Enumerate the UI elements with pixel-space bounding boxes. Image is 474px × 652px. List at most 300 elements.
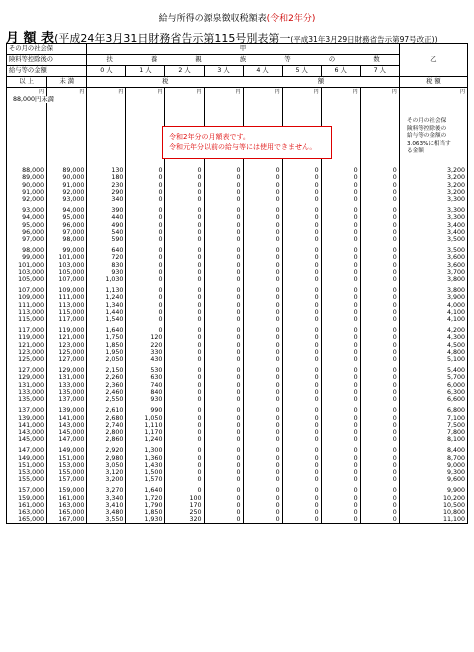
table-cell: 0 (165, 415, 204, 422)
table-cell: 0 (243, 367, 282, 374)
table-cell: 0 (282, 476, 321, 483)
table-cell: 0 (321, 262, 360, 269)
table-cell: 0 (165, 349, 204, 356)
table-row (7, 396, 468, 403)
table-cell: 95,000 (47, 214, 87, 221)
table-cell: 7,500 (399, 422, 467, 429)
table-cell: 9,300 (399, 469, 467, 476)
table-cell: 220 (126, 342, 165, 349)
table-cell: 0 (321, 167, 360, 174)
table-row (7, 262, 468, 269)
table-cell: 2,980 (87, 455, 126, 462)
table-cell: 0 (360, 302, 399, 309)
table-row (7, 382, 468, 389)
table-cell: 96,000 (47, 222, 87, 229)
table-cell: 0 (360, 509, 399, 516)
table-cell: 2,260 (87, 374, 126, 381)
table-cell: 0 (360, 182, 399, 189)
table-cell: 840 (126, 389, 165, 396)
table-cell: 3,800 (399, 287, 467, 294)
table-cell: 0 (282, 374, 321, 381)
table-cell: 1,430 (126, 462, 165, 469)
table-cell: 0 (360, 389, 399, 396)
table-cell: 93,000 (47, 196, 87, 203)
table-cell: 0 (243, 327, 282, 334)
table-cell: 0 (243, 302, 282, 309)
table-cell: 0 (282, 182, 321, 189)
table-cell: 0 (126, 262, 165, 269)
table-cell: 0 (321, 396, 360, 403)
table-cell: 0 (204, 316, 243, 323)
cell (87, 96, 126, 103)
table-cell: 4,000 (399, 302, 467, 309)
table-cell: 0 (204, 462, 243, 469)
table-cell: 0 (360, 367, 399, 374)
table-cell: 0 (165, 422, 204, 429)
header-miman: 未 満 (47, 77, 87, 88)
table-cell: 0 (243, 429, 282, 436)
table-cell: 930 (87, 269, 126, 276)
table-cell: 125,000 (7, 356, 47, 363)
table-cell: 0 (165, 236, 204, 243)
table-cell: 141,000 (47, 415, 87, 422)
table-cell: 0 (126, 327, 165, 334)
table-cell: 7,800 (399, 429, 467, 436)
table-cell: 0 (321, 334, 360, 341)
table-cell: 0 (360, 502, 399, 509)
table-cell: 0 (321, 287, 360, 294)
table-cell: 0 (126, 276, 165, 283)
table-cell: 0 (282, 334, 321, 341)
table-cell: 0 (321, 302, 360, 309)
table-cell: 0 (243, 174, 282, 181)
table-cell: 92,000 (7, 196, 47, 203)
table-cell: 0 (360, 334, 399, 341)
table-cell: 0 (165, 294, 204, 301)
table-cell: 1,750 (87, 334, 126, 341)
table-cell: 123,000 (7, 349, 47, 356)
dep-label-char: 数 (373, 56, 380, 63)
table-row (7, 207, 468, 214)
otsu-note: その月の社会保 険料等控除後の 給与等の金額の 3.063%に相当す る金額 (407, 118, 451, 155)
table-cell: 1,720 (126, 495, 165, 502)
table-cell: 1,050 (126, 415, 165, 422)
table-row (7, 487, 468, 494)
table-cell: 3,550 (87, 516, 126, 524)
table-cell: 740 (126, 382, 165, 389)
table-cell: 97,000 (7, 236, 47, 243)
table-cell: 0 (321, 214, 360, 221)
table-cell: 0 (243, 487, 282, 494)
table-cell: 0 (282, 367, 321, 374)
table-cell: 8,700 (399, 455, 467, 462)
first-row-suffix: 円未満 (35, 96, 54, 103)
table-cell: 0 (360, 207, 399, 214)
table-cell: 0 (282, 516, 321, 524)
table-cell: 0 (243, 214, 282, 221)
cell (360, 103, 399, 167)
table-cell: 0 (321, 294, 360, 301)
count-7: 7 人 (360, 66, 399, 77)
table-cell: 0 (126, 269, 165, 276)
table-cell: 95,000 (7, 222, 47, 229)
table-cell: 133,000 (47, 382, 87, 389)
table-row (7, 429, 468, 436)
table-cell: 0 (282, 189, 321, 196)
table-cell: 3,300 (399, 214, 467, 221)
table-cell: 0 (321, 469, 360, 476)
table-cell: 0 (282, 222, 321, 229)
table-cell: 0 (360, 214, 399, 221)
document-title (0, 11, 474, 24)
table-cell: 0 (360, 189, 399, 196)
table-cell: 0 (204, 287, 243, 294)
table-cell: 290 (87, 189, 126, 196)
table-cell: 4,500 (399, 342, 467, 349)
table-cell: 143,000 (7, 429, 47, 436)
notice-line-1: 令和2年分の月額表です。 (169, 133, 250, 141)
table-cell: 111,000 (47, 294, 87, 301)
table-cell: 6,000 (399, 382, 467, 389)
table-cell: 0 (243, 287, 282, 294)
table-cell: 0 (165, 447, 204, 454)
table-cell: 0 (243, 167, 282, 174)
table-cell: 3,200 (399, 174, 467, 181)
table-cell: 0 (360, 287, 399, 294)
table-row (7, 229, 468, 236)
table-cell: 0 (282, 254, 321, 261)
table-cell: 590 (87, 236, 126, 243)
table-cell: 9,900 (399, 487, 467, 494)
table-cell: 0 (243, 269, 282, 276)
table-cell: 117,000 (7, 327, 47, 334)
unit-yen: 円 (87, 88, 126, 97)
table-cell: 0 (282, 396, 321, 403)
table-cell: 105,000 (47, 269, 87, 276)
count-6: 6 人 (321, 66, 360, 77)
table-cell: 490 (87, 222, 126, 229)
table-cell: 0 (243, 356, 282, 363)
table-cell: 0 (360, 516, 399, 524)
table-cell: 0 (165, 367, 204, 374)
table-cell: 3,500 (399, 247, 467, 254)
table-cell: 89,000 (7, 174, 47, 181)
table-cell: 98,000 (7, 247, 47, 254)
table-cell: 0 (204, 207, 243, 214)
table-cell: 0 (243, 316, 282, 323)
table-cell: 0 (360, 254, 399, 261)
table-cell: 167,000 (47, 516, 87, 524)
table-cell: 98,000 (47, 236, 87, 243)
table-cell: 0 (243, 495, 282, 502)
table-cell: 0 (126, 247, 165, 254)
table-cell: 0 (243, 476, 282, 483)
table-cell: 0 (360, 294, 399, 301)
table-cell: 109,000 (7, 294, 47, 301)
dep-label-char: 等 (284, 56, 291, 63)
table-row (7, 214, 468, 221)
table-cell: 0 (165, 167, 204, 174)
table-cell: 2,680 (87, 415, 126, 422)
table-cell: 0 (204, 236, 243, 243)
table-cell: 0 (282, 327, 321, 334)
table-cell: 90,000 (7, 182, 47, 189)
table-cell: 0 (243, 254, 282, 261)
table-cell: 1,930 (126, 516, 165, 524)
table-cell: 8,100 (399, 436, 467, 443)
table-cell: 0 (243, 309, 282, 316)
table-cell: 4,100 (399, 316, 467, 323)
table-cell: 170 (165, 502, 204, 509)
table-cell: 107,000 (47, 276, 87, 283)
table-cell: 0 (360, 396, 399, 403)
table-cell: 2,610 (87, 407, 126, 414)
table-cell: 0 (204, 222, 243, 229)
table-cell: 139,000 (47, 407, 87, 414)
header-gaku: 額 (317, 78, 325, 85)
table-cell: 0 (321, 207, 360, 214)
table-cell: 129,000 (7, 374, 47, 381)
table-cell: 0 (204, 367, 243, 374)
table-cell: 0 (204, 269, 243, 276)
table-cell: 0 (165, 189, 204, 196)
table-cell: 1,030 (87, 276, 126, 283)
table-row (7, 302, 468, 309)
table-cell: 0 (243, 349, 282, 356)
table-cell: 103,000 (7, 269, 47, 276)
table-cell: 0 (243, 469, 282, 476)
table-cell: 0 (204, 327, 243, 334)
table-cell: 0 (282, 269, 321, 276)
table-cell: 0 (321, 327, 360, 334)
table-cell: 0 (204, 174, 243, 181)
table-cell: 2,550 (87, 396, 126, 403)
table-row (7, 269, 468, 276)
table-cell: 0 (126, 236, 165, 243)
table-cell: 3,600 (399, 254, 467, 261)
table-cell: 0 (282, 389, 321, 396)
count-0: 0 人 (87, 66, 126, 77)
table-cell: 640 (87, 247, 126, 254)
table-cell: 0 (360, 462, 399, 469)
header-zei: 税 (162, 78, 169, 85)
table-cell: 0 (282, 422, 321, 429)
table-cell: 0 (165, 196, 204, 203)
table-cell: 0 (360, 487, 399, 494)
table-row (7, 167, 468, 174)
first-row-range (7, 96, 87, 103)
table-cell: 0 (204, 487, 243, 494)
table-cell: 3,050 (87, 462, 126, 469)
table-cell: 0 (282, 302, 321, 309)
title-text: 給与所得の源泉徴収税額表 (158, 14, 267, 24)
count-5: 5 人 (282, 66, 321, 77)
table-cell: 0 (243, 396, 282, 403)
table-cell: 3,270 (87, 487, 126, 494)
table-cell: 0 (282, 462, 321, 469)
table-cell: 101,000 (7, 262, 47, 269)
table-cell: 0 (126, 167, 165, 174)
table-cell: 0 (282, 349, 321, 356)
count-3: 3 人 (204, 66, 243, 77)
table-cell: 0 (204, 455, 243, 462)
table-cell: 0 (282, 262, 321, 269)
table-cell: 6,800 (399, 407, 467, 414)
table-cell: 0 (204, 294, 243, 301)
count-2: 2 人 (165, 66, 204, 77)
table-row (7, 287, 468, 294)
table-cell: 0 (204, 247, 243, 254)
table-cell: 129,000 (47, 367, 87, 374)
table-cell: 2,150 (87, 367, 126, 374)
table-cell: 2,050 (87, 356, 126, 363)
header-amount-line3: 給与等の金額 (7, 66, 87, 77)
table-cell: 1,950 (87, 349, 126, 356)
table-cell: 0 (321, 349, 360, 356)
table-cell: 165,000 (47, 509, 87, 516)
table-cell: 0 (126, 214, 165, 221)
table-cell: 1,440 (87, 309, 126, 316)
table-cell: 0 (282, 407, 321, 414)
table-cell: 0 (321, 509, 360, 516)
table-cell: 0 (243, 374, 282, 381)
table-cell: 103,000 (47, 262, 87, 269)
table-cell: 153,000 (47, 462, 87, 469)
table-cell: 161,000 (7, 502, 47, 509)
table-row (7, 342, 468, 349)
table-cell: 0 (165, 276, 204, 283)
subtitle-amendment: (平成31年3月29日財務省告示第97号改正)) (290, 35, 438, 44)
table-cell: 440 (87, 214, 126, 221)
table-cell: 0 (321, 189, 360, 196)
table-cell: 1,240 (87, 294, 126, 301)
table-cell: 0 (360, 222, 399, 229)
table-cell: 115,000 (47, 309, 87, 316)
table-cell: 120 (126, 334, 165, 341)
table-cell: 1,540 (87, 316, 126, 323)
table-cell: 101,000 (47, 254, 87, 261)
table-row (7, 356, 468, 363)
table-cell: 1,500 (126, 469, 165, 476)
table-cell: 3,400 (399, 222, 467, 229)
table-cell: 0 (321, 487, 360, 494)
table-cell: 119,000 (47, 327, 87, 334)
table-row (7, 276, 468, 283)
table-cell: 5,700 (399, 374, 467, 381)
table-cell: 0 (204, 436, 243, 443)
table-cell: 1,360 (126, 455, 165, 462)
table-cell: 0 (321, 269, 360, 276)
table-cell: 3,300 (399, 196, 467, 203)
table-cell: 1,640 (126, 487, 165, 494)
table-cell: 97,000 (47, 229, 87, 236)
table-cell: 125,000 (47, 349, 87, 356)
table-cell: 390 (87, 207, 126, 214)
table-cell: 0 (126, 222, 165, 229)
table-cell: 10,500 (399, 502, 467, 509)
table-cell: 0 (204, 516, 243, 524)
table-cell: 0 (126, 207, 165, 214)
table-cell: 2,920 (87, 447, 126, 454)
table-cell: 0 (165, 309, 204, 316)
table-cell: 0 (165, 334, 204, 341)
table-cell: 250 (165, 509, 204, 516)
table-cell: 0 (165, 269, 204, 276)
count-4: 4 人 (243, 66, 282, 77)
table-cell: 137,000 (47, 396, 87, 403)
table-cell: 0 (204, 422, 243, 429)
table-row (7, 469, 468, 476)
table-cell: 230 (87, 182, 126, 189)
table-cell: 0 (243, 407, 282, 414)
table-cell: 0 (321, 196, 360, 203)
dep-label-char: の (328, 56, 336, 63)
header-amount-line1: その月の社会保 (7, 44, 87, 55)
table-cell: 530 (126, 367, 165, 374)
table-cell: 0 (204, 429, 243, 436)
table-cell: 163,000 (47, 502, 87, 509)
cell (204, 96, 243, 103)
table-cell: 1,640 (87, 327, 126, 334)
table-cell: 139,000 (7, 415, 47, 422)
table-cell: 0 (165, 222, 204, 229)
table-cell: 153,000 (7, 469, 47, 476)
table-cell: 127,000 (7, 367, 47, 374)
cell (282, 96, 321, 103)
table-cell: 0 (165, 436, 204, 443)
first-row (7, 96, 468, 103)
header-otsu: 乙 (399, 44, 467, 77)
table-cell: 0 (126, 189, 165, 196)
table-cell: 0 (360, 174, 399, 181)
table-cell: 107,000 (7, 287, 47, 294)
table-cell: 0 (321, 382, 360, 389)
table-cell: 0 (165, 476, 204, 483)
table-cell: 1,850 (87, 342, 126, 349)
table-cell: 0 (282, 469, 321, 476)
table-row (7, 349, 468, 356)
table-cell: 3,480 (87, 509, 126, 516)
table-cell: 0 (243, 334, 282, 341)
table-cell: 105,000 (7, 276, 47, 283)
header-amount-line2: 険料等控除後の (7, 55, 87, 66)
table-cell: 0 (282, 207, 321, 214)
table-row (7, 389, 468, 396)
table-cell: 0 (243, 189, 282, 196)
table-cell: 113,000 (47, 302, 87, 309)
table-row (7, 436, 468, 443)
table-cell: 0 (204, 334, 243, 341)
table-cell: 151,000 (7, 462, 47, 469)
table-cell: 141,000 (7, 422, 47, 429)
table-cell: 0 (165, 462, 204, 469)
table-cell: 0 (204, 254, 243, 261)
table-row (7, 455, 468, 462)
dep-label-char: 扶 (106, 56, 113, 63)
table-cell: 0 (360, 342, 399, 349)
table-cell: 0 (321, 174, 360, 181)
unit-yen: 円 (204, 88, 243, 97)
table-row (7, 254, 468, 261)
table-cell: 0 (165, 287, 204, 294)
table-cell: 2,360 (87, 382, 126, 389)
table-cell: 0 (360, 447, 399, 454)
table-cell: 3,340 (87, 495, 126, 502)
table-cell: 143,000 (47, 422, 87, 429)
table-cell: 0 (282, 309, 321, 316)
table-cell: 0 (204, 189, 243, 196)
table-cell: 0 (282, 356, 321, 363)
